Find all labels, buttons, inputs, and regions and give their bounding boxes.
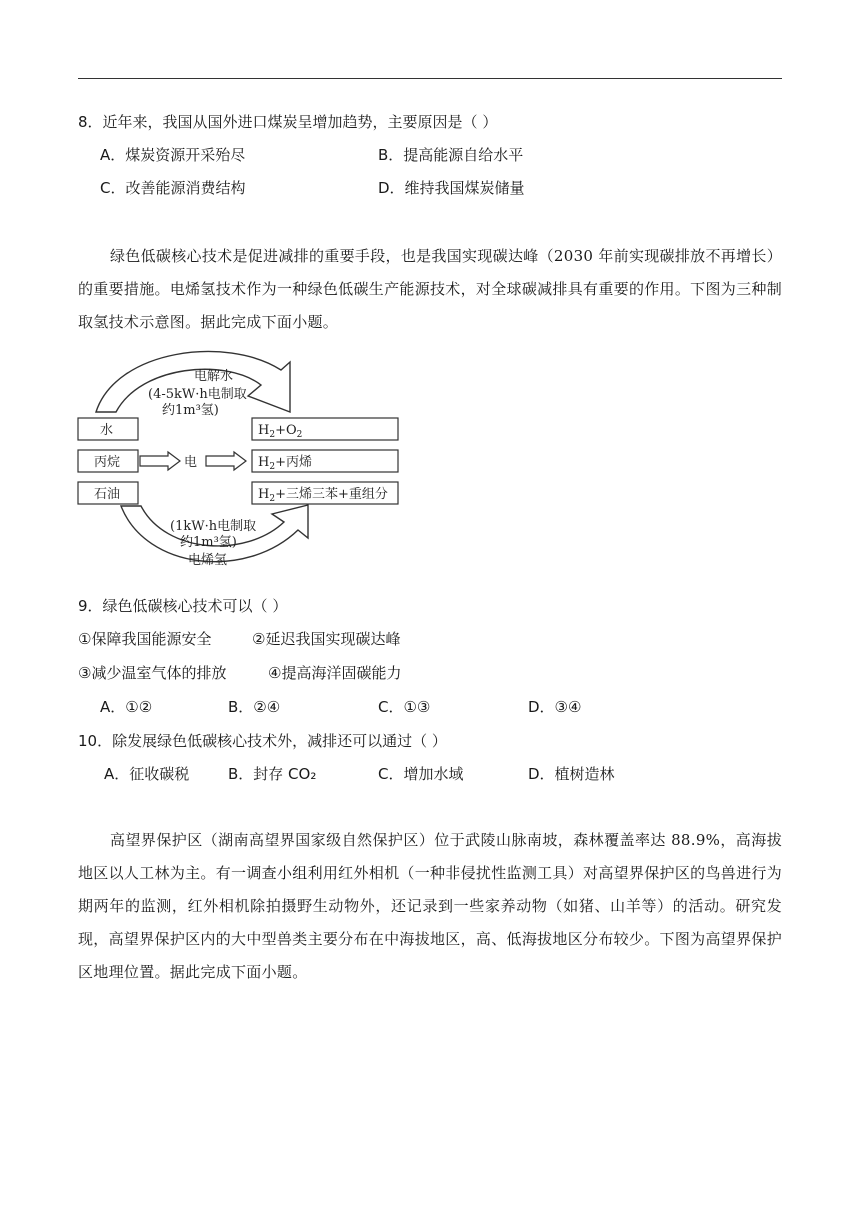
q9-statement-1: ①保障我国能源安全	[78, 630, 212, 648]
q10-option-b[interactable]: B．封存 CO₂	[228, 765, 317, 783]
box-h2-olefins-label: $H_2+$三烯三苯+重组分	[258, 487, 388, 504]
q9-option-b[interactable]: B．②④	[228, 698, 281, 716]
bottom-label-1: (1kW·h电制取	[170, 519, 257, 534]
box-water-label: 水	[100, 423, 114, 438]
arrow-to-output	[206, 452, 246, 470]
top-label-1: 电解水	[194, 369, 234, 384]
q9-stem: 9．绿色低碳核心技术可以（ ）	[78, 597, 288, 615]
q9-statement-3: ③减少温室气体的排放	[78, 664, 227, 682]
q9-option-c[interactable]: C．①③	[378, 698, 431, 716]
q8-option-b[interactable]: B．提高能源自给水平	[378, 146, 524, 164]
q9-option-a[interactable]: A．①②	[100, 698, 153, 716]
q9-option-d[interactable]: D．③④	[528, 698, 582, 716]
q8-stem: 8．近年来，我国从国外进口煤炭呈增加趋势，主要原因是（ ）	[78, 113, 498, 131]
box-h2-propylene-label: $H_2+$丙烯	[258, 455, 312, 472]
q8-option-d[interactable]: D．维持我国煤炭储量	[378, 179, 525, 197]
passage-reserve: 高望界保护区（湖南高望界国家级自然保护区）位于武陵山脉南坡，森林覆盖率达 88.9%，高海拔地区以人工林为主。有一调查小组利用红外相机（一种非侵扰性监测工具）对高望界保护区的鸟兽进行为期两年的监测，红外相机除拍摄野生动物外，还记录到一些家养动物（如猪、山羊等）的活动。研究发现，高望界保护区内的大中型兽类主要分布在中海拔地区，高、低海拔地区分布较少。下图为高望界保护区地理位置。据此完成下面小题。	[78, 831, 782, 981]
header-rule	[78, 78, 782, 79]
q10-option-d[interactable]: D．植树造林	[528, 765, 615, 783]
q9-statement-2: ②延迟我国实现碳达峰	[252, 630, 401, 648]
q10-option-a[interactable]: A．征收碳税	[104, 765, 190, 783]
passage-carbon: 绿色低碳核心技术是促进减排的重要手段，也是我国实现碳达峰（2030 年前实现碳排放不再增长）的重要措施。电烯氢技术作为一种绿色低碳生产能源技术，对全球碳减排具有重要的作用。下图为三种制取氢技术示意图。据此完成下面小题。	[78, 247, 782, 331]
top-label-3: 约1m³氢)	[162, 403, 219, 418]
q8-option-c[interactable]: C．改善能源消费结构	[100, 179, 246, 197]
bottom-label-2: 约1m³氢)	[180, 535, 237, 550]
hydrogen-diagram	[76, 340, 406, 574]
q9-statement-4: ④提高海洋固碳能力	[268, 664, 402, 682]
q10-stem: 10．除发展绿色低碳核心技术外，减排还可以通过（ ）	[78, 732, 447, 750]
top-label-2: (4-5kW·h电制取	[148, 387, 247, 402]
bottom-label-3: 电烯氢	[188, 553, 228, 568]
q8-option-a[interactable]: A．煤炭资源开采殆尽	[100, 146, 246, 164]
box-oil-label: 石油	[94, 487, 121, 502]
q10-option-c[interactable]: C．增加水域	[378, 765, 464, 783]
box-h2-o2-label: $H_2+O_2$	[258, 423, 303, 440]
box-propane-label: 丙烷	[94, 455, 121, 470]
electric-label: 电	[184, 455, 198, 470]
arrow-to-electric	[140, 452, 180, 470]
